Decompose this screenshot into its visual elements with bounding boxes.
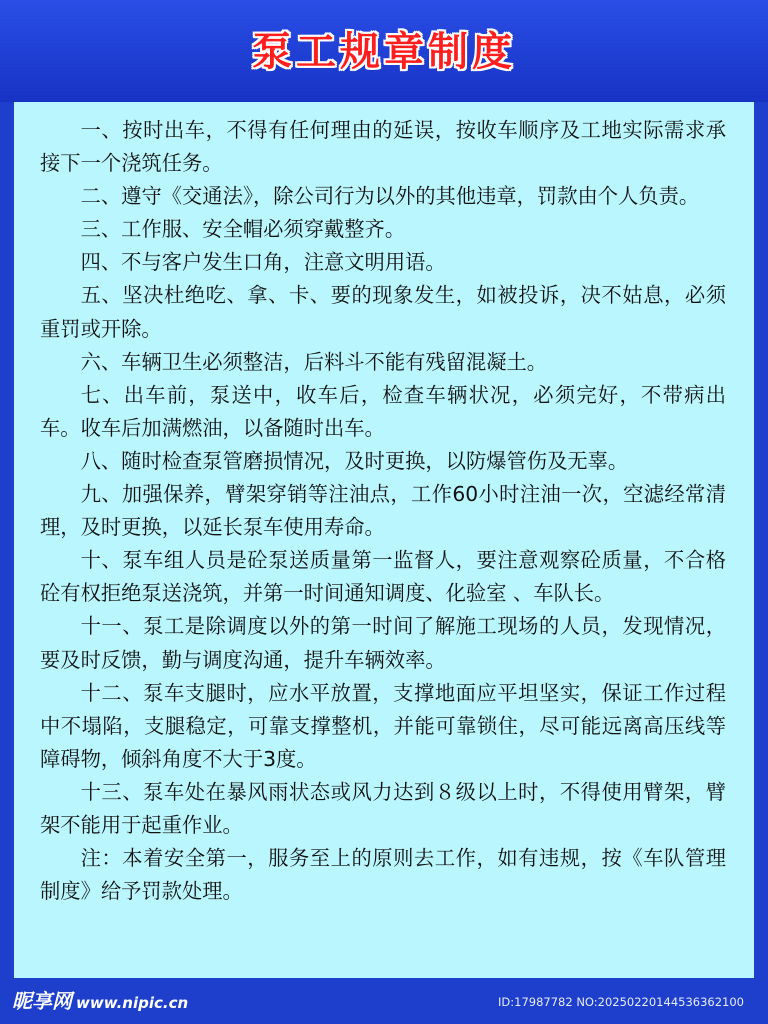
rule-item: 九、加强保养，臂架穿销等注油点，工作60小时注油一次，空滤经常清理，及时更换，以延长泵车使用寿命。 xyxy=(40,482,726,540)
watermark-logo xyxy=(12,986,188,1018)
rule-item: 十、泵车组人员是砼泵送质量第一监督人，要注意观察砼质量，不合格砼有权拒绝泵送浇筑，并第一时间通知调度、化验室 、车队长。 xyxy=(40,548,726,606)
rule-item: 十三、泵车处在暴风雨状态或风力达到８级以上时，不得使用臂架，臂架不能用于起重作业。 xyxy=(40,779,726,837)
rule-item: 二、遵守《交通法》，除公司行为以外的其他违章，罚款由个人负责。 xyxy=(80,184,700,209)
rules-list xyxy=(40,114,726,908)
rule-item: 六、车辆卫生必须整洁，后料斗不能有残留混凝土。 xyxy=(80,349,548,374)
header-banner xyxy=(0,0,768,102)
rule-item: 一、按时出车，不得有任何理由的延误，按收车顺序及工地实际需求承接下一个浇筑任务。 xyxy=(40,118,726,176)
rule-item: 七、出车前，泵送中，收车后，检查车辆状况，必须完好，不带病出车。收车后加满燃油，以备随时出车。 xyxy=(40,382,726,440)
rule-item: 八、随时检查泵管磨损情况，及时更换，以防爆管伤及无辜。 xyxy=(80,448,629,473)
rule-item: 五、坚决杜绝吃、拿、卡、要的现象发生，如被投诉，决不姑息，必须重罚或开除。 xyxy=(40,283,726,341)
image-id-label: ID:17987782 NO:20250220144536362100 xyxy=(498,995,744,1009)
rule-note: 注：本着安全第一，服务至上的原则去工作，如有违规，按《车队管理制度》给予罚款处理。 xyxy=(40,846,726,904)
rule-item: 三、工作服、安全帽必须穿戴整齐。 xyxy=(80,217,406,242)
rule-item: 十一、泵工是除调度以外的第一时间了解施工现场的人员，发现情况，要及时反馈，勤与调度沟通，提升车辆效率。 xyxy=(40,614,726,672)
footer-bar xyxy=(0,978,768,1024)
logo-text: 昵享网 xyxy=(12,989,72,1013)
page-title: 泵工规章制度 xyxy=(252,28,516,75)
rule-item: 十二、泵车支腿时，应水平放置，支撑地面应平坦坚实，保证工作过程中不塌陷，支腿稳定，可靠支撑整机，并能可靠锁住，尽可能远离高压线等障碍物，倾斜角度不大于3度。 xyxy=(40,680,726,771)
rule-item: 四、不与客户发生口角，注意文明用语。 xyxy=(80,250,446,275)
logo-url: www.nipic.cn xyxy=(76,994,189,1012)
